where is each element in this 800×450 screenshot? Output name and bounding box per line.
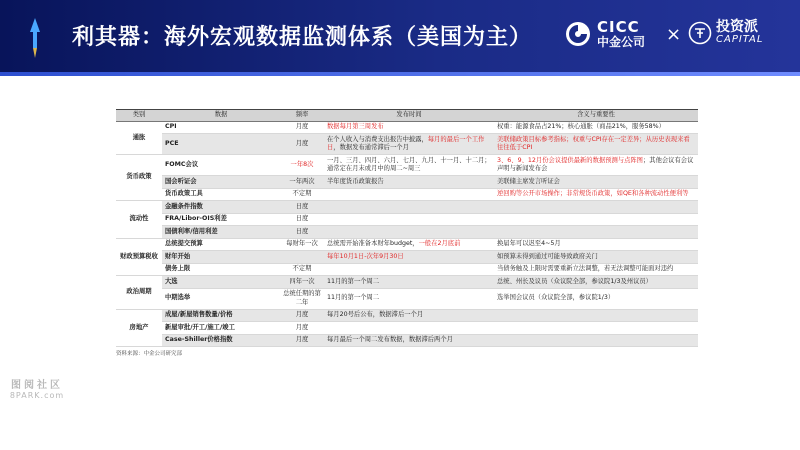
row-frequency: 日度 [280, 226, 324, 239]
row-item: 成屋/新屋销售数量/价格 [162, 309, 280, 322]
data-monitoring-table [116, 109, 698, 357]
row-frequency: 四年一次 [280, 276, 324, 289]
watermark-cn: 图阅社区 [11, 380, 63, 391]
row-time: 每月最后一个周二发布数据，数据滞后两个月 [324, 334, 494, 347]
table-row [116, 134, 698, 155]
table-row [116, 226, 698, 239]
group-label: 流动性 [116, 201, 162, 239]
row-meaning: 逆回购等公开市场操作；非常规货币政策，如QE和各种流动性便利等 [494, 188, 698, 201]
row-time [324, 322, 494, 335]
row-time: 11月的第一个周二 [324, 288, 494, 309]
row-time: 一月、三月、四月、六月、七月、九月、十一月、十二月；通常定在月末或月中的周二~周三 [324, 155, 494, 176]
header-frequency: 频率 [280, 110, 324, 122]
row-frequency: 月度 [280, 309, 324, 322]
row-meaning [494, 309, 698, 322]
row-time: 在个人收入与消费支出报告中披露，每月的最后一个工作日，数据发布通常滞后一个月 [324, 134, 494, 155]
page-title: 利其器：海外宏观数据监测体系（美国为主） [72, 25, 533, 50]
row-frequency [280, 251, 324, 264]
table-row [116, 188, 698, 201]
row-frequency: 月度 [280, 134, 324, 155]
table-row [116, 322, 698, 335]
row-time [324, 188, 494, 201]
watermark [6, 376, 68, 400]
row-time [324, 201, 494, 214]
row-time [324, 263, 494, 276]
table-row [116, 176, 698, 189]
group-label: 货币政策 [116, 155, 162, 201]
row-time: 数据每月第三周发布 [324, 121, 494, 134]
cicc-logo-cn: 中金公司 [597, 34, 646, 49]
row-item: PCE [162, 134, 280, 155]
row-meaning: 如预算未得到通过可能导致政府关门 [494, 251, 698, 264]
header-data: 数据 [162, 110, 280, 122]
row-frequency: 日度 [280, 213, 324, 226]
table-row [116, 155, 698, 176]
row-meaning: 美联储主席发言听证会 [494, 176, 698, 189]
cicc-emblem-icon [565, 21, 591, 47]
row-item: FOMC会议 [162, 155, 280, 176]
row-time: 每月20号后公布，数据滞后一个月 [324, 309, 494, 322]
row-time: 半年度货币政策报告 [324, 176, 494, 189]
row-item: FRA/Libor-OIS利差 [162, 213, 280, 226]
table-row [116, 121, 698, 134]
table-row [116, 201, 698, 214]
row-time: 每年10月1日-次年9月30日 [324, 251, 494, 264]
row-meaning: 美联储政策目标参考指标；权重与CPI存在一定差异；从历史表现来看往往低于CPI [494, 134, 698, 155]
row-frequency: 总统任期的第二年 [280, 288, 324, 309]
row-meaning: 当债务触及上限时需要重新立法调整，若无法调整可能面对违约 [494, 263, 698, 276]
row-meaning: 3、6、9、12月份会议提供最新的数据预测与点阵图；其他会议有会议声明与新闻发布会 [494, 155, 698, 176]
table-row [116, 213, 698, 226]
row-meaning: 选举国会议员（众议院全部，参议院1/3） [494, 288, 698, 309]
row-time [324, 213, 494, 226]
row-meaning: 换届年可以迟至4~5月 [494, 238, 698, 251]
row-meaning [494, 213, 698, 226]
touzipai-emblem-icon [688, 21, 712, 45]
row-meaning [494, 334, 698, 347]
table-row [116, 238, 698, 251]
group-label: 房地产 [116, 309, 162, 347]
table-row [116, 276, 698, 289]
rocket-icon [26, 18, 44, 58]
table-row [116, 309, 698, 322]
row-time: 总统需开始准备本财年budget，一般在2月底前 [324, 238, 494, 251]
row-meaning [494, 322, 698, 335]
row-item: 总统提交预算 [162, 238, 280, 251]
row-item: CPI [162, 121, 280, 134]
row-frequency: 一年8次 [280, 155, 324, 176]
table-row [116, 334, 698, 347]
row-frequency: 日度 [280, 201, 324, 214]
group-label: 政治周期 [116, 276, 162, 310]
row-item: 债务上限 [162, 263, 280, 276]
row-item: 金融条件指数 [162, 201, 280, 214]
row-meaning: 权重：能源食品占21%；核心通胀（商品21%，服务58%） [494, 121, 698, 134]
touzipai-logo [688, 20, 763, 45]
group-label: 财政预算税收 [116, 238, 162, 276]
row-time [324, 226, 494, 239]
row-time: 11月的第一个周二 [324, 276, 494, 289]
row-item: 财年开始 [162, 251, 280, 264]
source-note: 资料来源：中金公司研究部 [116, 351, 183, 357]
row-frequency: 不定期 [280, 263, 324, 276]
row-frequency: 不定期 [280, 188, 324, 201]
table-row [116, 251, 698, 264]
row-frequency: 一年两次 [280, 176, 324, 189]
row-meaning: 总统、州长及议员（众议院全部，参议院1/3及州议员） [494, 276, 698, 289]
header-banner [0, 0, 800, 76]
table-row [116, 288, 698, 309]
header-category: 类别 [116, 110, 162, 122]
row-meaning [494, 201, 698, 214]
row-item: 国会听证会 [162, 176, 280, 189]
row-item: 大选 [162, 276, 280, 289]
cicc-logo [565, 20, 645, 48]
header-release-time: 发布时间 [324, 110, 494, 122]
row-item: 新屋审批/开工/施工/竣工 [162, 322, 280, 335]
row-item: 国债利率/信用利差 [162, 226, 280, 239]
table-row [116, 263, 698, 276]
watermark-en: 8PARK.com [9, 391, 65, 400]
touzipai-logo-cn: 投资派 [716, 19, 758, 35]
touzipai-logo-en: CAPITAL [716, 33, 764, 45]
row-frequency: 每财年一次 [280, 238, 324, 251]
row-meaning [494, 226, 698, 239]
table-header-row [116, 110, 698, 122]
row-frequency: 月度 [280, 121, 324, 134]
group-label: 通胀 [116, 121, 162, 155]
row-frequency: 月度 [280, 334, 324, 347]
row-frequency: 月度 [280, 322, 324, 335]
row-item: 中期选举 [162, 288, 280, 309]
row-item: Case-Shiller价格指数 [162, 334, 280, 347]
row-item: 货币政策工具 [162, 188, 280, 201]
header-meaning: 含义与重要性 [494, 110, 698, 122]
times-sign: × [666, 24, 682, 45]
cicc-logo-en: CICC [597, 18, 640, 36]
